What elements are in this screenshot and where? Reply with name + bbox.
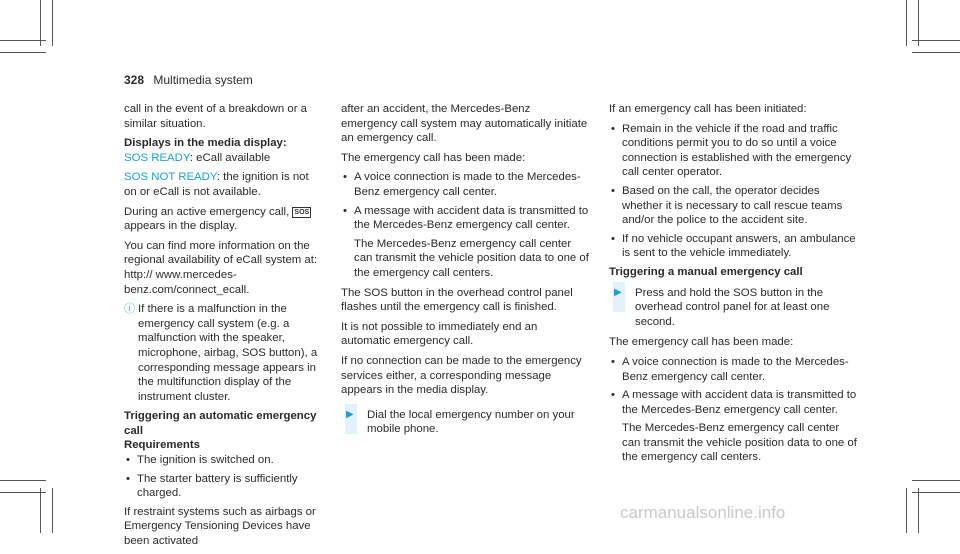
- note: [124, 302, 324, 404]
- status-text: : the ignition is not on or eCall is not available.: [124, 171, 309, 198]
- crop-mark: [912, 492, 960, 493]
- list-item: • Based on the call, the operator decides whether it is necessary to call rescue teams and/or the police to the accident site.: [609, 184, 857, 228]
- crop-mark: [906, 0, 907, 46]
- paragraph: It is not possible to immediately end an automatic emergency call.: [341, 320, 538, 348]
- text-fragment: appears in the display.: [124, 220, 238, 233]
- section-subheading: Requirements: [124, 439, 200, 452]
- paragraph: The emergency call has been made:: [609, 336, 794, 349]
- step-text: Press and hold the SOS button in the overhead control panel for at least one second.: [635, 286, 830, 328]
- list-item: • If no vehicle occupant answers, an ambulance is sent to the vehicle immediately.: [609, 232, 857, 261]
- crop-mark: [0, 52, 46, 53]
- column-3: [609, 102, 857, 470]
- list-item: • The starter battery is sufficiently charged.: [124, 472, 324, 501]
- status-text: : eCall available: [189, 151, 271, 164]
- page-title: Multimedia system: [153, 73, 253, 87]
- crop-mark: [40, 488, 41, 533]
- instruction-step: [341, 408, 589, 437]
- text-fragment: During an active emergency call,: [124, 205, 290, 218]
- watermark: carmanualsonline.info: [620, 503, 786, 522]
- paragraph: [124, 205, 324, 234]
- crop-mark: [912, 52, 960, 53]
- page-number: 328: [124, 73, 145, 87]
- info-circle-icon: ⓘ: [124, 303, 135, 316]
- arrow-right-icon: ▶: [346, 408, 354, 420]
- paragraph: The emergency call has been made:: [341, 151, 526, 164]
- page-header: [124, 73, 253, 88]
- crop-mark: [918, 488, 919, 533]
- paragraph: If no connection can be made to the emergency services either, a corresponding message appears in the media display.: [341, 354, 582, 397]
- crop-mark: [52, 488, 53, 533]
- arrow-right-icon: ▶: [614, 286, 622, 298]
- paragraph: If restraint systems such as airbags or Emergency Tensioning Devices have been activated: [124, 505, 316, 548]
- list-item: • Remain in the vehicle if the road and traffic conditions permit you to do so until a voice connection is established with the emergency call center operator.: [609, 122, 857, 180]
- status-line: [124, 170, 324, 199]
- paragraph: after an accident, the Mercedes-Benz emergency call system may automatically initiate an emergency call.: [341, 103, 588, 145]
- status-line: [124, 151, 324, 166]
- section-heading: Triggering an automatic emergency call: [124, 410, 317, 437]
- column-1: [124, 102, 324, 554]
- sos-ready-label: SOS READY: [124, 151, 190, 164]
- section-heading: Triggering a manual emergency call: [609, 265, 803, 278]
- crop-mark: [52, 0, 53, 46]
- paragraph: The SOS button in the overhead control panel flashes until the emergency call is finished.: [341, 286, 573, 314]
- crop-mark: [912, 480, 960, 481]
- list-item: • A message with accident data is transmitted to the Mercedes-Benz emergency call center.: [341, 204, 589, 233]
- sub-paragraph: The Mercedes-Benz emergency call center can transmit the vehicle position data to one of the emergency call centers.: [354, 237, 589, 279]
- crop-mark: [0, 492, 46, 493]
- paragraph: call in the event of a breakdown or a similar situation.: [124, 103, 307, 130]
- list-item: • The ignition is switched on.: [124, 453, 324, 468]
- sub-paragraph: The Mercedes-Benz emergency call center can transmit the vehicle position data to one of the emergency call centers.: [622, 422, 857, 464]
- column-2: [341, 102, 589, 443]
- crop-mark: [0, 40, 46, 41]
- crop-mark: [0, 480, 46, 481]
- list-item: • A voice connection is made to the Mercedes-Benz emergency call center.: [341, 170, 589, 199]
- crop-mark: [906, 488, 907, 533]
- note-text: If there is a malfunction in the emergency call system (e.g. a malfunction with the speaker, microphone, airbag, SOS button), a corresponding message appears in the multifunction display of the instrument cluster.: [138, 303, 318, 403]
- step-text: Dial the local emergency number on your mobile phone.: [367, 408, 575, 436]
- section-heading: Displays in the media display:: [124, 137, 287, 150]
- list-item: • A voice connection is made to the Mercedes-Benz emergency call center.: [609, 355, 857, 384]
- paragraph: You can find more information on the regional availability of eCall system at: http:// www.mercedes-benz.com/connect_ecall.: [124, 239, 318, 296]
- sos-button-icon: SOS: [294, 208, 310, 216]
- instruction-step: [609, 286, 857, 330]
- crop-mark: [912, 40, 960, 41]
- paragraph: If an emergency call has been initiated:: [609, 103, 807, 115]
- sos-not-ready-label: SOS NOT READY: [124, 171, 217, 184]
- list-item: • A message with accident data is transmitted to the Mercedes-Benz emergency call center.: [609, 388, 857, 417]
